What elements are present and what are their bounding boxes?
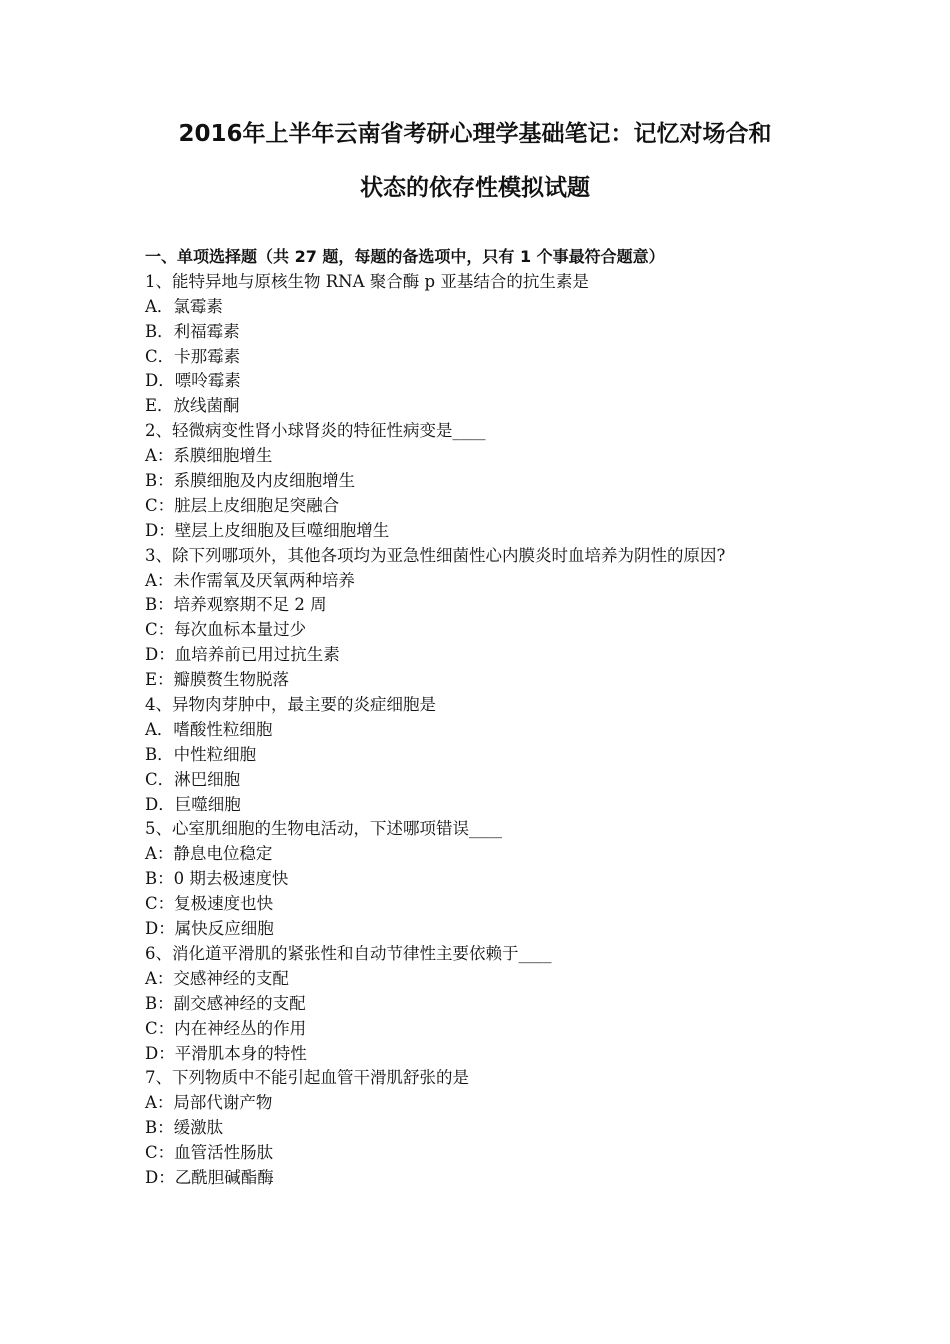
question-stem: 4、异物肉芽肿中，最主要的炎症细胞是	[145, 695, 436, 715]
answer-option: C．淋巴细胞	[145, 769, 241, 789]
answer-option: B：培养观察期不足 2 周	[145, 595, 327, 615]
answer-option: A：局部代谢产物	[145, 1093, 273, 1113]
answer-option: D：属快反应细胞	[145, 919, 274, 939]
answer-option: D：乙酰胆碱酯酶	[145, 1167, 274, 1187]
answer-option: C：血管活性肠肽	[145, 1143, 274, 1163]
answer-option: A：未作需氧及厌氧两种培养	[145, 570, 355, 590]
answer-option: E：瓣膜赘生物脱落	[145, 670, 290, 690]
answer-option: C：脏层上皮细胞足突融合	[145, 495, 340, 515]
document-title-line-1: 2016年上半年云南省考研心理学基础笔记：记忆对场合和	[178, 121, 772, 147]
question-5	[145, 817, 865, 941]
answer-option: A：交感神经的支配	[145, 968, 289, 988]
answer-option: C：内在神经丛的作用	[145, 1018, 307, 1038]
question-7	[145, 1066, 865, 1190]
section-heading: 一、单项选择题（共 27 题，每题的备选项中，只有 1 个事最符合题意）	[145, 247, 665, 266]
question-1	[145, 270, 865, 419]
answer-option: C：每次血标本量过少	[145, 620, 307, 640]
answer-option: A：静息电位稳定	[145, 844, 273, 864]
answer-option: D．巨噬细胞	[145, 794, 241, 814]
answer-option: B．中性粒细胞	[145, 744, 257, 764]
question-stem: 7、下列物质中不能引起血管干滑肌舒张的是	[145, 1068, 469, 1088]
answer-option: D：血培养前已用过抗生素	[145, 645, 340, 665]
answer-option: D：平滑肌本身的特性	[145, 1043, 307, 1063]
answer-option: C：复极速度也快	[145, 894, 274, 914]
answer-option: B：系膜细胞及内皮细胞增生	[145, 471, 356, 491]
question-stem: 3、除下列哪项外，其他各项均为亚急性细菌性心内膜炎时血培养为阴性的原因?	[145, 545, 726, 565]
question-stem: 1、能特异地与原核生物 RNA 聚合酶 p 亚基结合的抗生素是	[145, 271, 589, 291]
document-title-line-2: 状态的依存性模拟试题	[360, 175, 590, 201]
question-stem: 6、消化道平滑肌的紧张性和自动节律性主要依赖于____	[145, 943, 552, 963]
answer-option: B．利福霉素	[145, 321, 240, 341]
answer-option: A．氯霉素	[145, 296, 223, 316]
answer-option: B：缓激肽	[145, 1118, 224, 1138]
answer-option: B：0 期去极速度快	[145, 869, 289, 889]
question-stem: 2、轻微病变性肾小球肾炎的特征性病变是____	[145, 421, 486, 441]
question-stem: 5、心室肌细胞的生物电活动，下述哪项错误____	[145, 819, 502, 839]
document-body	[145, 245, 865, 1191]
question-6	[145, 942, 865, 1066]
question-4	[145, 693, 865, 817]
answer-option: A：系膜细胞增生	[145, 446, 273, 466]
answer-option: D：壁层上皮细胞及巨噬细胞增生	[145, 520, 390, 540]
answer-option: E．放线菌酮	[145, 396, 240, 416]
answer-option: D．嘌呤霉素	[145, 371, 241, 391]
answer-option: C．卡那霉素	[145, 346, 241, 366]
question-3	[145, 544, 865, 693]
answer-option: A．嗜酸性粒细胞	[145, 719, 273, 739]
answer-option: B：副交感神经的支配	[145, 993, 306, 1013]
question-2	[145, 419, 865, 543]
